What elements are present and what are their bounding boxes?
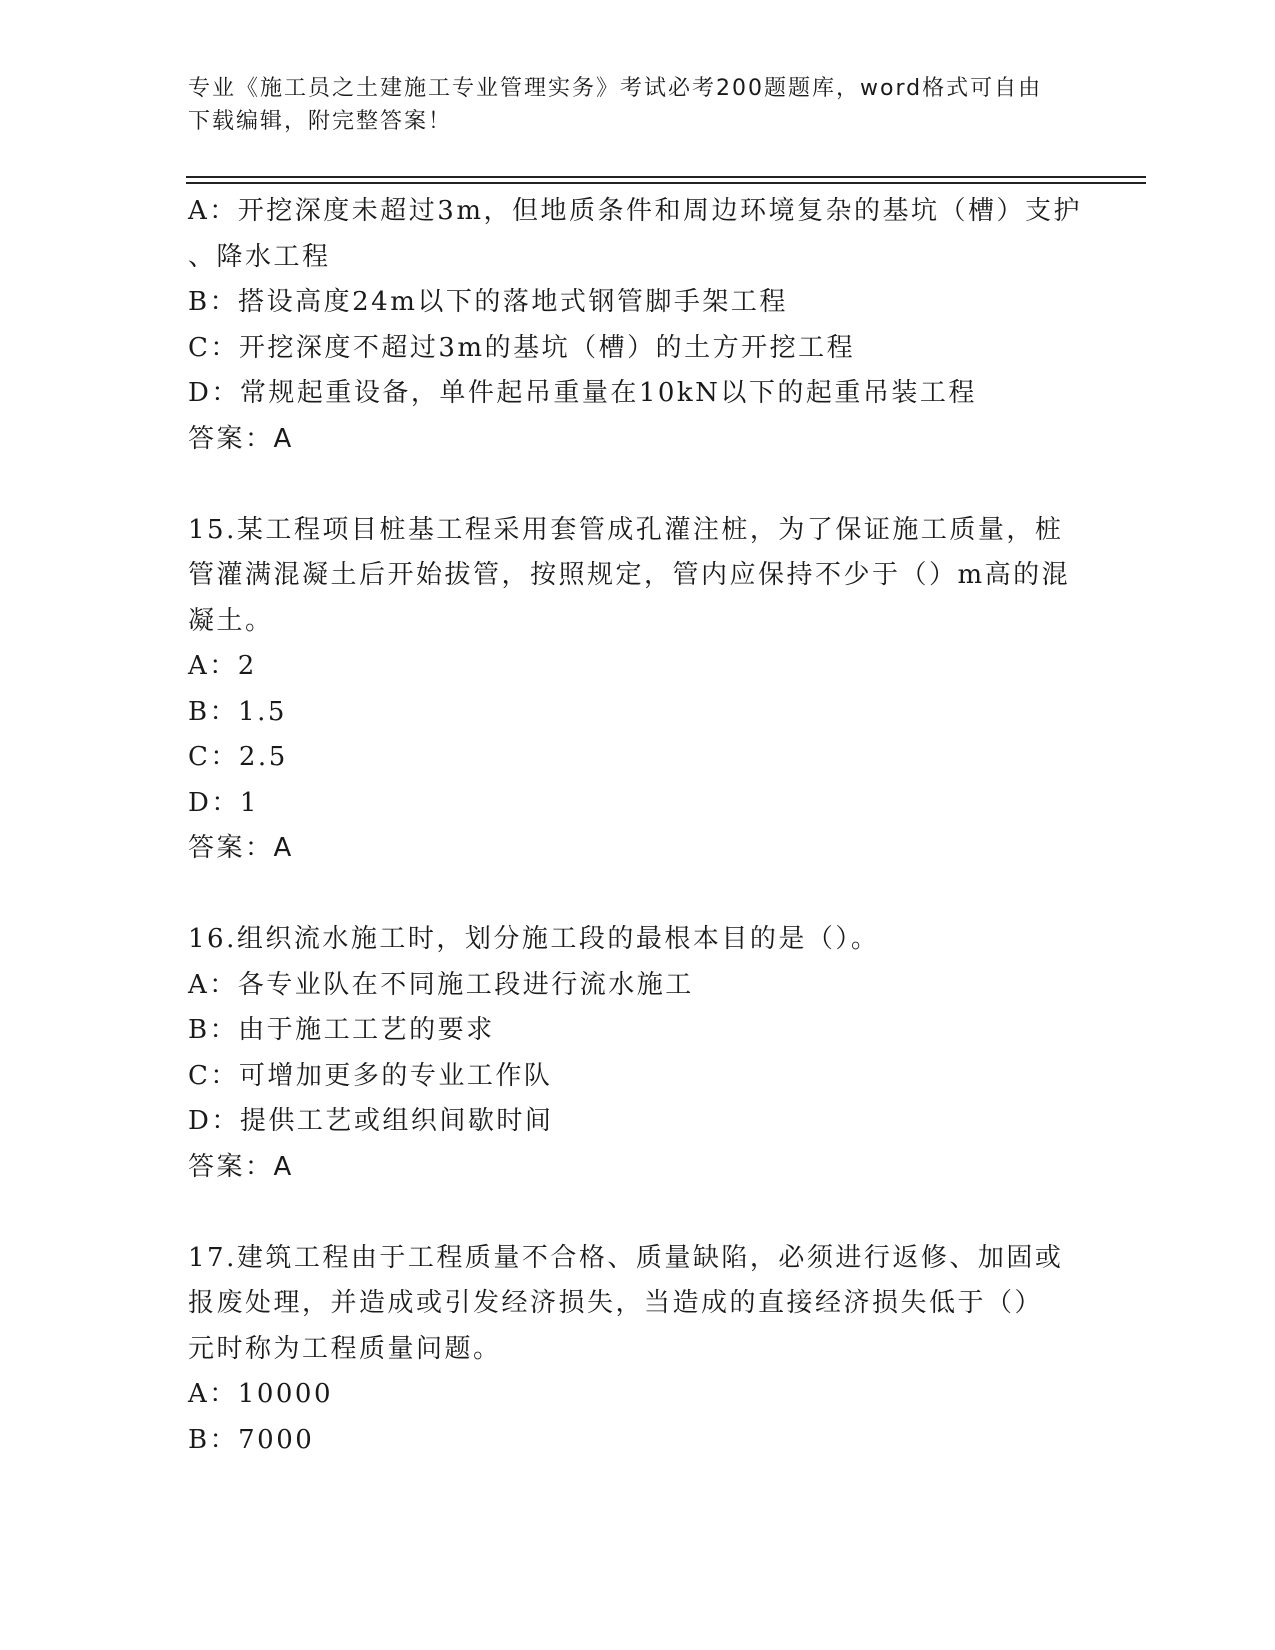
document-header [188, 72, 1088, 138]
question-14-option-a-line-2: 、降水工程 [188, 241, 331, 272]
question-15-option-b: B：1.5 [188, 696, 287, 727]
question-16-stem-line-1: 16.组织流水施工时，划分施工段的最根本目的是（）。 [188, 924, 880, 954]
question-16-block [188, 917, 1088, 1190]
question-15-option-a: A：2 [188, 651, 257, 681]
question-17-stem-line-2: 报废处理，并造成或引发经济损失，当造成的直接经济损失低于（） [188, 1288, 1044, 1318]
question-spacer [188, 1190, 1088, 1236]
question-14-block [188, 189, 1088, 462]
question-17-stem-line-3: 元时称为工程质量问题。 [188, 1333, 502, 1364]
question-14-option-a-line-1: A：开挖深度未超过3m，但地质条件和周边环境复杂的基坑（槽）支护 [188, 196, 1082, 226]
question-list [188, 189, 1088, 1463]
question-15-option-c: C：2.5 [188, 742, 288, 772]
question-17-option-b: B：7000 [188, 1424, 315, 1455]
question-15-option-d: D：1 [188, 787, 259, 818]
question-16-option-a: A：各专业队在不同施工段进行流水施工 [188, 969, 694, 1000]
question-14-option-b: B：搭设高度24m以下的落地式钢管脚手架工程 [188, 287, 788, 317]
question-17-option-a: A：10000 [188, 1379, 333, 1409]
question-15-block [188, 508, 1088, 872]
question-16-answer: 答案：A [188, 1151, 294, 1182]
question-15-stem-line-1: 15.某工程项目桩基工程采用套管成孔灌注桩，为了保证施工质量，桩 [188, 514, 1064, 545]
question-14-answer: 答案：A [188, 423, 294, 454]
header-title-line-1: 专业《施工员之土建施工专业管理实务》考试必考200题题库，word格式可自由 [188, 76, 1043, 101]
question-14-option-d: D：常规起重设备，单件起吊重量在10kN以下的起重吊装工程 [188, 378, 977, 408]
question-17-stem-line-1: 17.建筑工程由于工程质量不合格、质量缺陷，必须进行返修、加固或 [188, 1242, 1064, 1273]
question-spacer [188, 872, 1088, 918]
question-16-option-b: B：由于施工工艺的要求 [188, 1015, 495, 1045]
question-15-stem-line-2: 管灌满混凝土后开始拔管，按照规定，管内应保持不少于（）m高的混 [188, 560, 1071, 590]
question-16-option-d: D：提供工艺或组织间歇时间 [188, 1106, 554, 1136]
question-17-block [188, 1236, 1088, 1464]
question-15-answer: 答案：A [188, 833, 294, 863]
header-title-line-2: 下载编辑，附完整答案！ [188, 109, 453, 134]
question-15-stem-line-3: 凝土。 [188, 605, 274, 636]
header-divider-top [186, 176, 1146, 178]
header-divider-bottom [186, 182, 1146, 184]
question-spacer [188, 462, 1088, 508]
question-14-option-c: C：开挖深度不超过3m的基坑（槽）的土方开挖工程 [188, 332, 856, 363]
question-16-option-c: C：可增加更多的专业工作队 [188, 1060, 553, 1091]
